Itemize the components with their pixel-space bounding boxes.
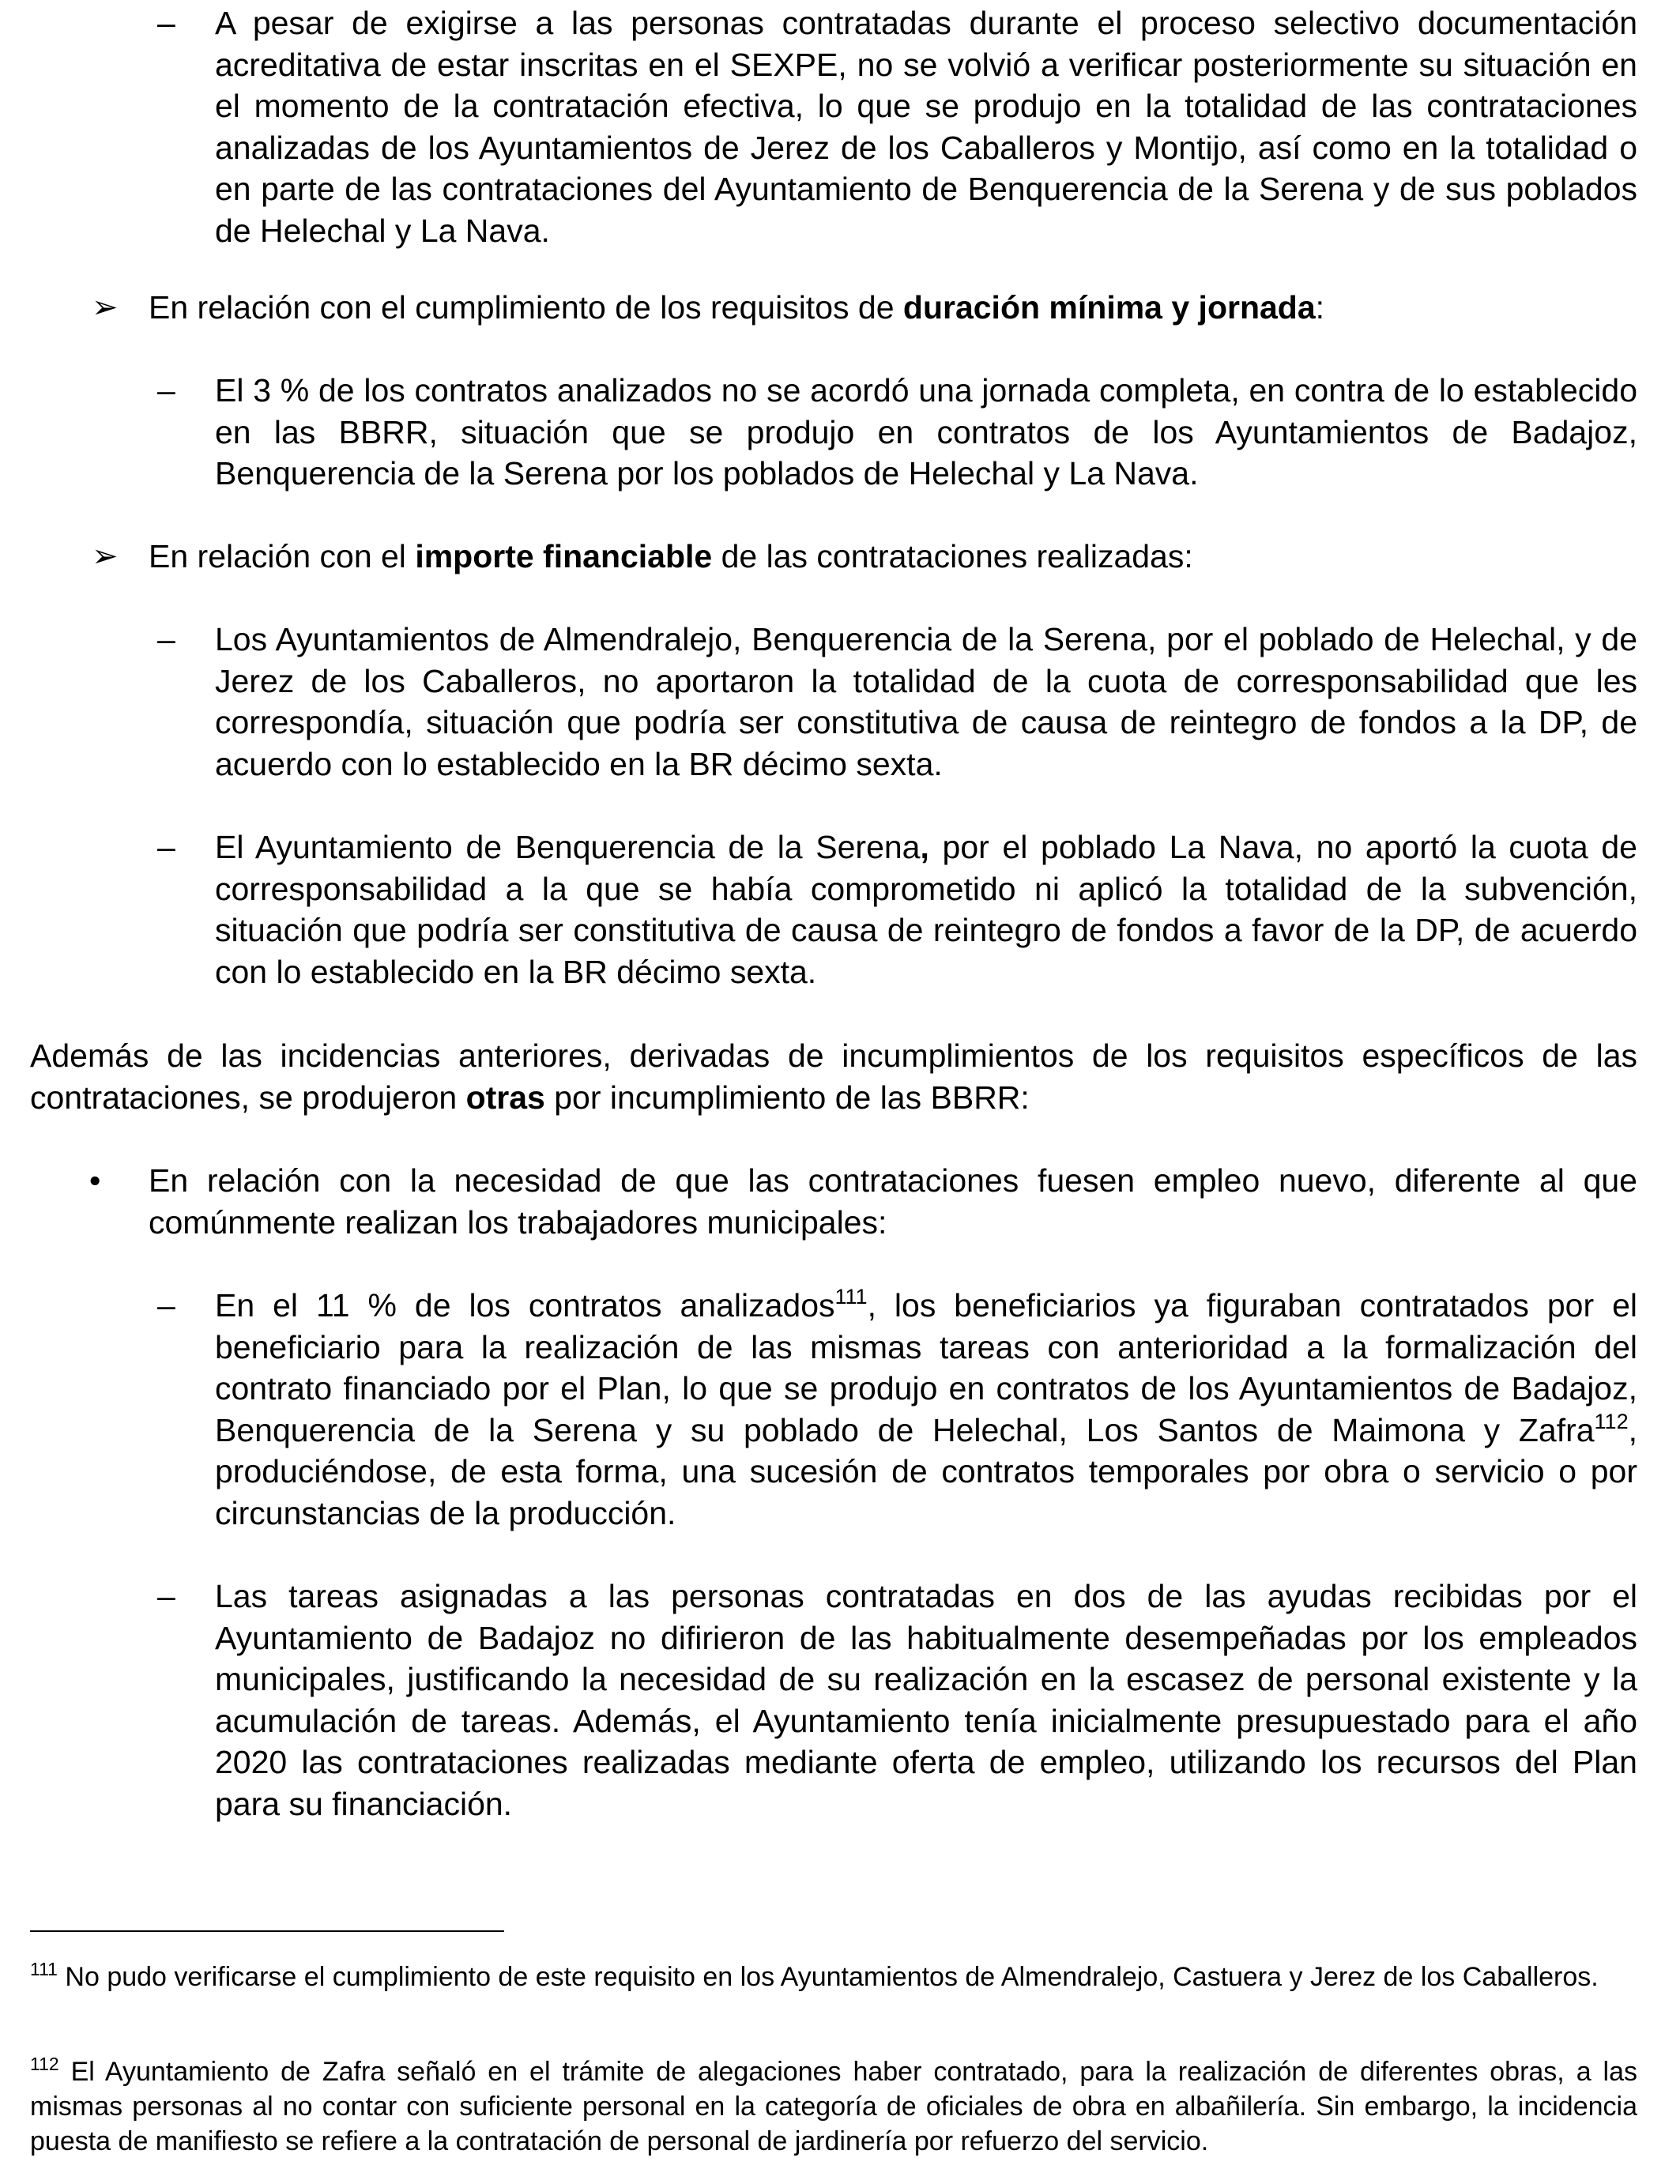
- heading-text-bold: importe financiable: [415, 538, 713, 574]
- list-item: [157, 1285, 1637, 1534]
- heading-text-before: En relación con el cumplimiento de los requisitos de: [149, 289, 903, 326]
- list-item-text: [215, 1285, 1637, 1534]
- heading-text-bold: duración mínima y jornada: [902, 289, 1316, 326]
- footnote-separator: [30, 1930, 504, 1932]
- list-item: [157, 2, 1637, 251]
- list-item: [157, 1576, 1637, 1824]
- text-bold: ,: [920, 829, 929, 865]
- arrow-bullet-icon: ➢: [92, 290, 119, 325]
- bullet-marker: •: [89, 1162, 101, 1199]
- dash-marker: –: [157, 829, 175, 865]
- list-item-text: A pesar de exigirse a las personas contratadas durante el proceso selectivo documentación acreditativa de estar inscritas en el SEXPE, no se volvió a verificar posteriormente su situación en el momento de la contratación efectiva, lo que se produjo en la totalidad de las contrataciones analizadas de los Ayuntamientos de Jerez de los Caballeros y Montijo, así como en la totalidad o en parte de las contrataciones del Ayuntamiento de Benquerencia de la Serena y de sus poblados de Helechal y La Nava.: [215, 5, 1637, 249]
- section-heading-text: [149, 536, 1637, 578]
- heading-text-after: :: [1315, 289, 1325, 326]
- bullet-item-text: En relación con la necesidad de que las contrataciones fuesen empleo nuevo, diferente al que comúnmente realizan los trabajadores municipales:: [149, 1162, 1637, 1241]
- bullet-item: [89, 1160, 1637, 1243]
- footnote-body: No pudo verificarse el cumplimiento de este requisito en los Ayuntamientos de Almendralejo, Castuera y Jerez de los Caballeros.: [57, 1962, 1599, 1992]
- dash-marker: –: [157, 1578, 175, 1614]
- list-item: [157, 370, 1637, 495]
- footnote-text: [30, 1960, 1637, 1994]
- text-before: El Ayuntamiento de Benquerencia de la Serena: [215, 829, 921, 865]
- text-after: por el poblado La Nava, no aportó la cuota de corresponsabilidad a la que se había comprometido ni aplicó la totalidad de la subvención, situación que podría ser constitutiva de causa de reintegro de fondos a favor de la DP, de acuerdo con lo establecido en la BR décimo sexta.: [215, 829, 1637, 990]
- list-item: [157, 619, 1637, 785]
- list-item-text: Los Ayuntamientos de Almendralejo, Benquerencia de la Serena, por el poblado de Helechal, y de Jerez de los Caballeros, no aportaron la totalidad de la cuota de corresponsabilidad que les correspondía, situación que podría ser constitutiva de causa de reintegro de fondos a la DP, de acuerdo con lo establecido en la BR décimo sexta.: [215, 621, 1637, 782]
- footnote-body: El Ayuntamiento de Zafra señaló en el trámite de alegaciones haber contratado, para la realización de diferentes obras, a las mismas personas al no contar con suficiente personal en la categoría de oficiales de obra en albañilería. Sin embargo, la incidencia puesta de manifiesto se refiere a la contratación de personal de jardinería por refuerzo del servicio.: [30, 2057, 1637, 2156]
- body-paragraph: [30, 1035, 1637, 1118]
- text-part-3: , produciéndose, de esta forma, una sucesión de contratos temporales por obra o servicio o por circunstancias de la producción.: [215, 1411, 1637, 1531]
- section-heading-text: [149, 287, 1637, 329]
- dash-marker: –: [157, 5, 175, 41]
- footnote-number: 112: [30, 2054, 59, 2074]
- section-heading-amount: [92, 536, 1637, 578]
- text-before: Además de las incidencias anteriores, derivadas de incumplimientos de los requisitos específicos de las contrataciones, se produjeron: [30, 1037, 1637, 1116]
- text-part-1: En el 11 % de los contratos analizados: [215, 1287, 835, 1324]
- list-item-text: Las tareas asignadas a las personas contratadas en dos de las ayudas recibidas por el Ayuntamiento de Badajoz no difirieron de las habitualmente desempeñadas por los empleados municipales, justificando la necesidad de su realización en la escasez de personal existente y la acumulación de tareas. Además, el Ayuntamiento tenía inicialmente presupuestado para el año 2020 las contrataciones realizadas mediante oferta de empleo, utilizando los recursos del Plan para su financiación.: [215, 1578, 1637, 1822]
- footnote-111: [30, 1960, 1637, 1994]
- footnote-number: 111: [30, 1959, 58, 1979]
- footnote-text: [30, 2054, 1637, 2159]
- paragraph-text: [30, 1035, 1637, 1118]
- list-item: [157, 827, 1637, 992]
- text-after: por incumplimiento de las BBRR:: [544, 1079, 1030, 1116]
- heading-text-before: En relación con el: [149, 538, 416, 574]
- footnote-ref-112[interactable]: 112: [1594, 1409, 1629, 1433]
- footnote-ref-111[interactable]: 111: [834, 1285, 868, 1309]
- footnote-112: [30, 2054, 1637, 2159]
- text-bold: otras: [465, 1079, 545, 1116]
- list-item-text: [215, 827, 1637, 992]
- arrow-bullet-icon: ➢: [92, 539, 119, 574]
- section-heading-duration: [92, 287, 1637, 329]
- dash-marker: –: [157, 1287, 175, 1324]
- dash-marker: –: [157, 372, 175, 409]
- heading-text-after: de las contrataciones realizadas:: [712, 538, 1193, 574]
- list-item-text: El 3 % de los contratos analizados no se acordó una jornada completa, en contra de lo establecido en las BBRR, situación que se produjo en contratos de los Ayuntamientos de Badajoz, Benquerencia de la Serena por los poblados de Helechal y La Nava.: [215, 372, 1637, 491]
- text-part-2: , los beneficiarios ya figuraban contratados por el beneficiario para la realización de las mismas tareas con anterioridad a la formalización del contrato financiado por el Plan, lo que se produjo en contratos de los Ayuntamientos de Badajoz, Benquerencia de la Serena y su poblado de Helechal, Los Santos de Maimona y Zafra: [215, 1287, 1637, 1448]
- dash-marker: –: [157, 621, 175, 657]
